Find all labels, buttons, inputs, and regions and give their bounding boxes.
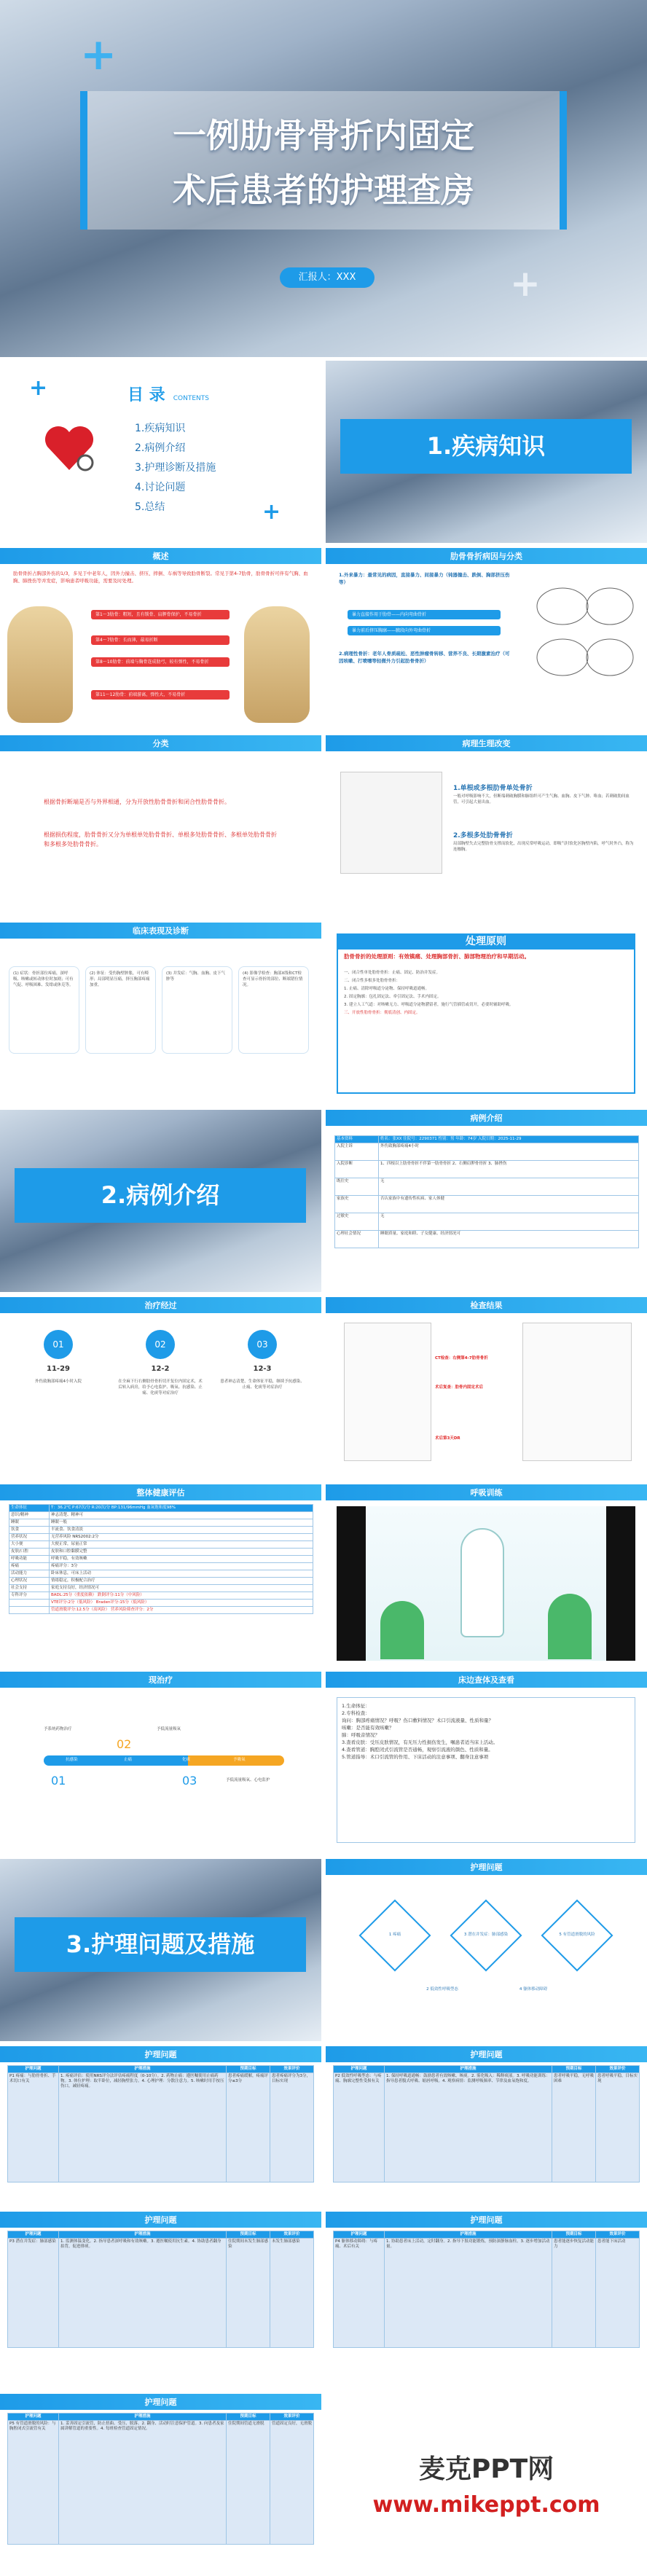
cause-external: 1.外来暴力：最常见的病因，直接暴力、间接暴力（钝器撞击、跌倒、胸部挤压伤等） — [339, 572, 510, 585]
issue-label: 5 有管道滑脱的风险 — [559, 1933, 595, 1937]
slide-header: 治疗经过 — [0, 1297, 321, 1313]
plant-illustration — [380, 1601, 424, 1659]
pathophys-d2: 局部胸壁失去完整肋骨支撑而软化，出现反常呼吸运动，即吸气时软化区胸壁内陷，呼气时外凸，称为连枷胸。 — [453, 842, 634, 852]
treatment-title: 处理原则 — [337, 933, 635, 950]
care-table-slide-1 — [0, 2046, 321, 2207]
slide-header: 整体健康评估 — [0, 1484, 321, 1500]
table-row: 心理社会情况 睡眠质量、家庭和睦、子女健康、经济情况可 — [335, 1231, 639, 1248]
status-label: 03 — [182, 1774, 197, 1788]
exam-note: CT检查：右侧第4-7肋骨骨折 — [435, 1356, 488, 1361]
overview-slide — [0, 548, 321, 730]
nurse-illustration — [460, 1528, 504, 1637]
assessment-slide — [0, 1484, 321, 1667]
issue-label: 1 疼痛 — [388, 1933, 401, 1937]
training-video[interactable] — [337, 1506, 635, 1661]
rounds-slide — [326, 1672, 647, 1854]
status-caption: 予低流量吸氧 — [157, 1727, 181, 1731]
care-table: 护理问题 护理措施 预期目标 效果评价 P3 潜在并发症：肺部感染 1. 监测体温变化。2. 指导患者深呼吸和有效咳嗽。3. 遵医嘱使用抗生素。4. 协助患者翻身拍背，促进排痰。 住院期间未发生肺部感染 未发生肺部感染 — [7, 2231, 314, 2348]
rib-chip: 第8～10肋骨：前端与胸骨连成肋弓，较有弹性，不易骨折 — [91, 657, 230, 667]
issues-slide — [326, 1859, 647, 2041]
table-row: P1 疼痛：与肋骨骨折、手术切口有关 1. 疼痛评估：使用NRS评分法评估疼痛程度（0-10分）。2. 药物止痛：遵医嘱使用止痛药物。3. 体位护理：取半卧位，减轻胸壁张力。4. 心理护理：分散注意力。5. 咳嗽时用手按压伤口，减轻疼痛。 患者疼痛缓解，疼痛评分≤3分 患者疼痛评分为3分，目标实现 — [8, 2073, 314, 2182]
plant-illustration — [548, 1594, 592, 1659]
exam-report-image — [522, 1323, 632, 1461]
cover-title-2: 术后患者的护理查房 — [173, 171, 474, 210]
slide-header: 护理问题 — [326, 1859, 647, 1875]
table-row: P3 潜在并发症：肺部感染 1. 监测体温变化。2. 指导患者深呼吸和有效咳嗽。3. 遵医嘱使用抗生素。4. 协助患者翻身拍背，促进排痰。 住院期间未发生肺部感染 未发生肺部感染 — [8, 2239, 314, 2348]
slide-header: 护理问题 — [0, 2046, 321, 2062]
slide-header: 护理问题 — [0, 2212, 321, 2228]
slide-header: 概述 — [0, 548, 321, 564]
plus-decoration: + — [29, 375, 48, 401]
table-row: 饮食 半流食、饮食清淡 — [9, 1527, 313, 1534]
issue-label: 4 躯体移动障碍 — [519, 1987, 548, 1992]
clinical-slide — [0, 923, 321, 1105]
status-node: 止痛 — [124, 1758, 133, 1762]
toc-title: 目 录 CONTENTS — [128, 386, 209, 404]
exam-slide — [326, 1297, 647, 1479]
care-table-slide-2 — [326, 2046, 647, 2207]
assessment-table — [9, 1504, 313, 1614]
status-caption: 予系统药物治疗 — [44, 1727, 72, 1731]
class-item: 根据骨折断端是否与外界相通，分为开放性肋骨骨折和闭合性肋骨骨折。 — [44, 799, 230, 805]
care-table: 护理问题 护理措施 预期目标 效果评价 P2 低效性呼吸型态：与疼痛、胸廓完整性受损有关 1. 保持呼吸道通畅：鼓励患者有效咳嗽、咳痰。2. 雾化吸入：稀释痰液。3. 呼吸功能训练：指导患者腹式呼吸、缩唇呼吸。4. 观察病情：监测呼吸频率、节律及血氧饱和度。 患者呼吸平稳，无呼吸困难 患者呼吸平稳，目标实现 — [333, 2065, 640, 2182]
cover-slide — [0, 0, 647, 357]
care-table: 护理问题 护理措施 预期目标 效果评价 P4 躯体移动障碍：与疼痛、术后有关 1. 协助患者床上活动，定时翻身。2. 指导下肢功能锻炼，预防深静脉血栓。3. 逐步增加活动量。 患者能逐步恢复活动能力 患者能下床活动 — [333, 2231, 640, 2348]
pathophys-slide — [326, 735, 647, 917]
cause-bullet: 暴力直接作用于肋骨——内向弯曲骨折 — [348, 610, 501, 619]
toc-list — [135, 419, 216, 517]
section-title: 3.护理问题及措施 — [66, 1930, 255, 1958]
pathophys-d1: 一般对呼吸影响不大，但断端刺破胸膜和肺组织可产生气胸、血胸、皮下气肿、咯血；若刺破肋间血管，可引起大量出血。 — [453, 794, 630, 804]
clinical-card: (4) 影像学检查：胸部X线和CT检查可显示骨折的部位、断端错位情况。 — [238, 966, 309, 1054]
reporter-pill: 汇报人：XXX — [280, 267, 375, 288]
pathophys-h1: 1.单根或多根肋骨单处骨折 — [453, 785, 533, 792]
status-node: 抗感染 — [66, 1758, 78, 1762]
slide-header: 肋骨骨折病因与分类 — [326, 548, 647, 564]
care-table-slide-5 — [0, 2394, 321, 2572]
rib-diagram — [533, 577, 635, 708]
pathophys-h2: 2.多根多处肋骨骨折 — [453, 832, 513, 839]
heart-icon — [40, 419, 98, 477]
table-row: 意识/精神 神志清楚、精神可 — [9, 1512, 313, 1519]
toc-slide — [0, 361, 321, 543]
rib-chip: 第11～12肋骨：前端游离，弹性大，不易骨折 — [91, 690, 230, 700]
toc-item[interactable]: 4.讨论问题 — [135, 482, 186, 493]
watermark — [326, 2405, 647, 2572]
video-frame — [366, 1506, 606, 1661]
table-row: P2 低效性呼吸型态：与疼痛、胸廓完整性受损有关 1. 保持呼吸道通畅：鼓励患者有效咳嗽、咳痰。2. 雾化吸入：稀释痰液。3. 呼吸功能训练：指导患者腹式呼吸、缩唇呼吸。4. 观察病情：监测呼吸频率、节律及血氧饱和度。 患者呼吸平稳，无呼吸困难 患者呼吸平稳，目标实现 — [334, 2073, 640, 2182]
course-slide — [0, 1297, 321, 1479]
status-track — [44, 1755, 284, 1766]
course-step: 02 12-2 在全麻下行右侧肋骨骨折切开复位内固定术，术后转入病房，给予心电监护、吸氧、抗感染、止痛、化痰等对症治疗 — [117, 1330, 204, 1396]
watermark-url: www.mikeppt.com — [372, 2492, 600, 2518]
breathing-slide — [326, 1484, 647, 1667]
status-node: 化痰 — [182, 1758, 191, 1762]
table-row: P4 躯体移动障碍：与疼痛、术后有关 1. 协助患者床上活动，定时翻身。2. 指导下肢功能锻炼，预防深静脉血栓。3. 逐步增加活动量。 患者能逐步恢复活动能力 患者能下床活动 — [334, 2239, 640, 2348]
slide-header: 检查结果 — [326, 1297, 647, 1313]
course-step: 01 11-29 外伤致胸部疼痛4小时入院 — [15, 1330, 102, 1385]
section-slide-1 — [326, 361, 647, 543]
table-row: 心理状况 情绪稳定，积极配合治疗 — [9, 1578, 313, 1585]
status-node: 予吸氧 — [233, 1758, 246, 1762]
table-row: 入院主诉 外伤致胸部疼痛4小时 — [335, 1143, 639, 1161]
section-title: 1.疾病知识 — [426, 432, 546, 460]
cover-title-1: 一例肋骨骨折内固定 — [173, 116, 474, 155]
toc-item[interactable]: 5.总结 — [135, 501, 165, 513]
treatment-lead: 肋骨骨折的处理原则：有效镇痛、处理胸部骨折、肺部物理治疗和早期活动。 — [344, 953, 530, 960]
section-slide-3 — [0, 1859, 321, 2041]
clinical-card: (3) 并发症：气胸、血胸、皮下气肿等 — [162, 966, 232, 1054]
slide-header: 护理问题 — [326, 2212, 647, 2228]
toc-item[interactable]: 2.病例介绍 — [135, 442, 186, 454]
slide-header: 护理问题 — [326, 2046, 647, 2062]
table-row: 大小便 大便正常，尿量正常 — [9, 1541, 313, 1549]
table-row: 过敏史 无 — [335, 1213, 639, 1231]
table-row: 活动能力 卧床休息，可床上活动 — [9, 1570, 313, 1578]
table-row: 基本资料 姓名：张XX 住院号：2290371 性别：男 年龄：74岁 入院日期：2025-11-29 — [335, 1136, 639, 1143]
overview-paragraph: 肋骨骨折占胸部外伤的1/3，多见于中老年人，因外力撞击、挤压、摔倒、车祸等导致肋骨断裂。常见于第4-7肋骨，肋骨骨折可伴有气胸、血胸、肺挫伤等并发症，影响患者呼吸功能，需要及时处理。 — [13, 571, 308, 584]
clinical-card: (2) 体征：受伤胸壁肿胀，可有畸形；局部明显压痛，挤压胸部疼痛加重。 — [85, 966, 156, 1054]
table-row: P5 有管道滑脱的风险：与胸腔闭式引流管有关 1. 妥善固定引流管，防止扭曲、受压、脱落。2. 翻身、活动时注意保护管道。3. 向患者及家属讲解管道的重要性。4. 每班检查管道固定情况。 住院期间管道无滑脱 管道固定良好，无滑脱 — [8, 2421, 314, 2545]
watermark-cn: 麦克PPT网 — [418, 2454, 554, 2484]
toc-item[interactable]: 1.疾病知识 — [135, 423, 186, 434]
table-row: 管道滑脱评分:12.5分（高风险） 营养风险筛查评分：2分 — [9, 1607, 313, 1614]
slide-header: 呼吸训练 — [326, 1484, 647, 1500]
pathology-slide — [326, 548, 647, 730]
plus-decoration: + — [510, 262, 541, 305]
table-row: 既往史 无 — [335, 1178, 639, 1196]
table-row: 营养状况 无营养风险 NRS2002:2分 — [9, 1534, 313, 1541]
status-caption: 予低流量吸氧、心电监护 — [226, 1778, 270, 1782]
status-label: 01 — [51, 1774, 66, 1788]
treatment-lines: 一、闭合性单处肋骨骨折：止痛、固定、防治并发症。 二、闭合性多根多处肋骨骨折： 1. 止痛、清除呼吸道分泌物、保持呼吸道通畅。 2. 固定胸廓：包扎固定法、牵引固定法、手术内固定。 3. 建立人工气道：对咳嗽无力、呼吸道分泌物潴留者，施行气管插管或切开，必要时辅助呼吸。 三、开放性肋骨骨折：彻底清创、内固定。 — [344, 971, 514, 1015]
section-slide-2 — [0, 1110, 321, 1292]
table-row: 入院诊断 1、四根以上肋骨骨折不伴第一肋骨骨折 2、右侧肩胛骨骨折 3、肺挫伤 — [335, 1161, 639, 1178]
table-row: 生命体征 T：36.2℃ P:67次/分 R:20次/分 BP:131/96mmHg 血氧饱和度98% — [9, 1505, 313, 1512]
care-table: 护理问题 护理措施 预期目标 效果评价 P1 疼痛：与肋骨骨折、手术切口有关 1. 疼痛评估：使用NRS评分法评估疼痛程度（0-10分）。2. 药物止痛：遵医嘱使用止痛药物。3. 体位护理：取半卧位，减轻胸壁张力。4. 心理护理：分散注意力。5. 咳嗽时用手按压伤口，减轻疼痛。 患者疼痛缓解，疼痛评分≤3分 患者疼痛评分为3分，目标实现 — [7, 2065, 314, 2182]
status-slide — [0, 1672, 321, 1854]
care-table-slide-4 — [326, 2212, 647, 2387]
care-table-slide-3 — [0, 2212, 321, 2387]
rounds-frame: 1.生命体征： 2.专科检查： 询问：胸部疼痛情况？呼吸？伤口敷料情况？术口引流液量、性质和量？ 咳嗽：是否能有效咳嗽？ 肺：呼吸音情况？ 3.查看皮肤：受压皮肤情况，有无压力性损伤发生，嘱患者适当床上活动。 4.查看管道：胸腔闭式引流管是否通畅，观察引流液的颜色、性质和量。 5.管道指导：术口引流管的作用、下床活动的注意事项、翻身注意事项 — [337, 1697, 635, 1843]
classification-slide — [0, 735, 321, 917]
table-row: 疼痛 疼痛评分：3分 — [9, 1563, 313, 1570]
table-row: 专科评分 BADL:25分（重度依赖） 跌倒评分:11分（中风险） — [9, 1592, 313, 1600]
slide-header: 病理生理改变 — [326, 735, 647, 751]
slide-header: 分类 — [0, 735, 321, 751]
table-row: VTE评分:2分（低风险） Braden评分:15分（低风险） — [9, 1600, 313, 1607]
slide-header: 床边查体及查看 — [326, 1672, 647, 1688]
case-table — [334, 1135, 639, 1248]
chest-xray-illustration — [340, 772, 442, 874]
section-title: 2.病例介绍 — [101, 1181, 220, 1209]
table-row: 皮肤/口腔 皮肤和口腔黏膜完整 — [9, 1549, 313, 1556]
table-row: 家族史 否认家族中有遗传性疾病、家人体健 — [335, 1196, 639, 1213]
treatment-slide — [326, 923, 647, 1105]
table-row: 社会支持 家庭支持良好，经济情况可 — [9, 1585, 313, 1592]
plus-decoration: + — [80, 29, 117, 80]
exam-report-image — [344, 1323, 431, 1461]
issue-label: 2 低效性呼吸型态 — [426, 1987, 458, 1992]
toc-item[interactable]: 3.护理诊断及措施 — [135, 462, 216, 474]
rib-chip: 第4～7肋骨：长而薄，最易折断 — [91, 635, 230, 645]
slide-header: 护理问题 — [0, 2394, 321, 2410]
exam-note: 术后第3天DR — [435, 1436, 460, 1441]
ribcage-illustration — [7, 606, 73, 723]
plus-decoration: + — [262, 499, 281, 525]
cause-bullet: 暴力前后挤压胸廓——腋段向外弯曲骨折 — [348, 626, 501, 635]
table-row: 睡眠 睡眠一般 — [9, 1519, 313, 1527]
care-table: 护理问题 护理措施 预期目标 效果评价 P5 有管道滑脱的风险：与胸腔闭式引流管有关 1. 妥善固定引流管，防止扭曲、受压、脱落。2. 翻身、活动时注意保护管道。3. 向患者及家属讲解管道的重要性。4. 每班检查管道固定情况。 住院期间管道无滑脱 管道固定良好，无滑脱 — [7, 2413, 314, 2545]
slide-header: 临床表现及诊断 — [0, 923, 321, 939]
clinical-card: (1) 症状：骨折部位疼痛，深呼吸、咳嗽或转动体位时加剧；可有气促、呼吸困难、发绀或休克等。 — [9, 966, 79, 1054]
slide-header: 病例介绍 — [326, 1110, 647, 1126]
rib-chip: 第1～3肋骨：粗短，且有锁骨、肩胛骨保护，不易骨折 — [91, 610, 230, 619]
table-row: 呼吸功能 呼吸平稳，有效咳嗽 — [9, 1556, 313, 1563]
class-item: 根据损伤程度，肋骨骨折又分为单根单处肋骨骨折、单根多处肋骨骨折、多根单处肋骨骨折和多根多处肋骨骨折。 — [44, 831, 277, 847]
issue-label: 3 潜在并发症：肺部感染 — [463, 1933, 509, 1937]
course-step: 03 12-3 患者神志清楚，生命体征平稳，继续予抗感染、止痛、化痰等对症治疗 — [219, 1330, 306, 1390]
case-slide — [326, 1110, 647, 1292]
status-label: 02 — [117, 1737, 132, 1751]
ribcage-illustration — [244, 606, 310, 723]
slide-header: 现治疗 — [0, 1672, 321, 1688]
exam-note: 术后复查：肋骨内固定术后 — [435, 1385, 484, 1390]
cause-pathologic: 2.病理性骨折：老年人骨质疏松、恶性肿瘤骨转移、营养不良、长期激素治疗（可因咳嗽、打喷嚏等轻微外力引起肋骨骨折） — [339, 651, 510, 664]
